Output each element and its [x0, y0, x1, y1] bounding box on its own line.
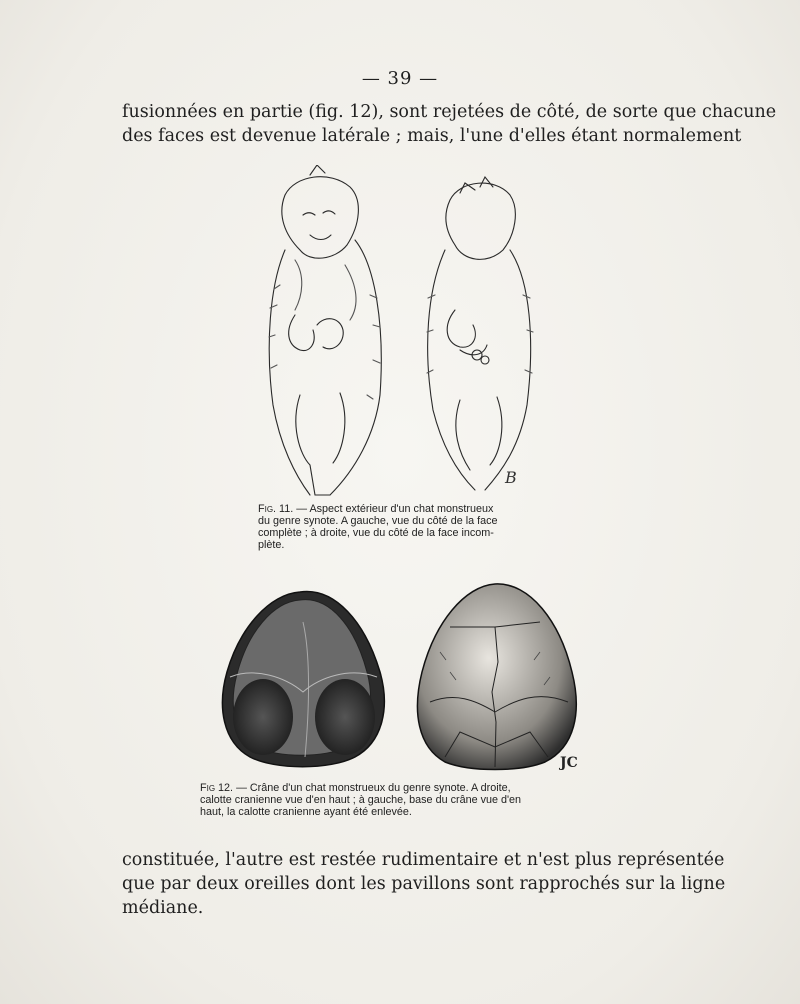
caption-line: complète ; à droite, vue du côté de la face incom- [258, 527, 494, 539]
paragraph-line: constituée, l'autre est restée rudimentaire et n'est plus représentée [122, 850, 725, 870]
paragraph-top [122, 100, 777, 148]
caption-line: calotte cranienne vue d'en haut ; à gauche, base du crâne vue d'en [200, 794, 522, 806]
caption-line: haut, la calotte cranienne ayant été enlevée. [200, 806, 412, 818]
paragraph-line: médiane. [122, 898, 204, 918]
caption-line: du genre synote. A gauche, vue du côté de la face [258, 515, 498, 527]
paragraph-bottom [122, 848, 726, 920]
figure-12-illustration [215, 582, 595, 777]
page-number: — 39 — [361, 68, 439, 89]
caption-line: — Aspect extérieur d'un chat monstrueux [296, 503, 494, 515]
figure-11-illustration [255, 165, 555, 500]
figure-11-signature: B [505, 468, 517, 487]
cat-back-view [427, 177, 533, 490]
figure-12-caption [200, 782, 600, 818]
figure-11-caption [258, 503, 558, 551]
figure-12-signature: JC [560, 755, 578, 771]
figure-12-label: Fig 12. [200, 782, 234, 794]
cat-face-view [269, 165, 381, 495]
paragraph-line: que par deux oreilles dont les pavillons sont rapprochés sur la ligne [122, 874, 726, 894]
paragraph-line: des faces est devenue latérale ; mais, l'une d'elles étant normalement [122, 126, 742, 146]
paragraph-line: fusionnées en partie (fig. 12), sont rejetées de côté, de sorte que chacune [122, 102, 777, 122]
skull-top-view [417, 584, 576, 770]
caption-line: plète. [258, 539, 285, 551]
figure-11-label: Fig. 11. [258, 503, 294, 515]
skull-base-view [222, 592, 384, 767]
caption-line: — Crâne d'un chat monstrueux du genre synote. A droite, [236, 782, 511, 794]
